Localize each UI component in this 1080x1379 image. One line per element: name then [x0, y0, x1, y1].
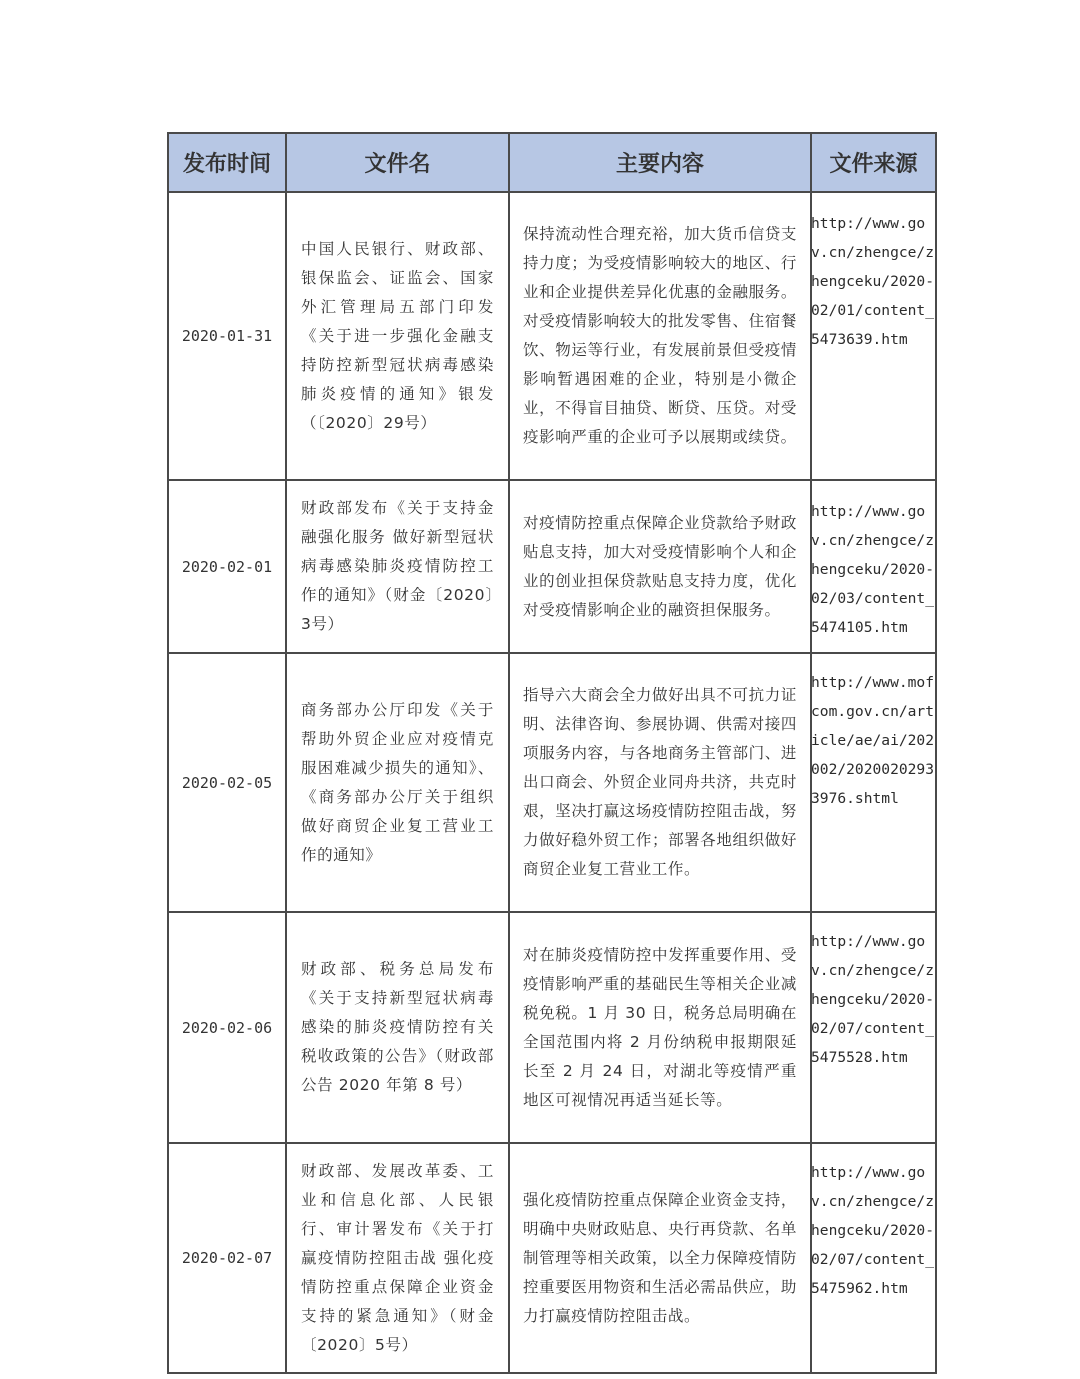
table-row: [168, 912, 936, 1143]
name-cell: 财政部发布《关于支持金融强化服务 做好新型冠状病毒感染肺炎疫情防控工作的通知》（财金〔2020〕3号）: [286, 480, 509, 653]
policy-table: [167, 132, 937, 1374]
name-cell: 财政部、税务总局发布《关于支持新型冠状病毒感染的肺炎疫情防控有关税收政策的公告》（财政部公告 2020 年第 8 号）: [286, 912, 509, 1143]
source-link[interactable]: http://www.gov.cn/zhengce/zhengceku/2020-02/03/content_5474105.htm: [811, 503, 935, 636]
date-cell: 2020-02-07: [168, 1143, 286, 1373]
source-link[interactable]: http://www.gov.cn/zhengce/zhengceku/2020-02/07/content_5475962.htm: [811, 1164, 935, 1297]
table-header: [168, 133, 936, 192]
source-link[interactable]: http://www.gov.cn/zhengce/zhengceku/2020-02/01/content_5473639.htm: [811, 215, 935, 348]
source-cell: [811, 912, 936, 1143]
table-body: [168, 192, 936, 1373]
content-cell: 对在肺炎疫情防控中发挥重要作用、受疫情影响严重的基础民生等相关企业减税免税。1 月 30 日，税务总局明确在全国范围内将 2 月份纳税申报期限延长至 2 月 24 日，对湖北等疫情严重地区可视情况再适当延长等。: [509, 912, 811, 1143]
source-link[interactable]: http://www.mofcom.gov.cn/article/ae/ai/202002/20200202933976.shtml: [811, 674, 935, 807]
table-row: [168, 480, 936, 653]
source-cell: [811, 480, 936, 653]
date-cell: 2020-01-31: [168, 192, 286, 480]
content-cell: 指导六大商会全力做好出具不可抗力证明、法律咨询、参展协调、供需对接四项服务内容，与各地商务主管部门、进出口商会、外贸企业同舟共济，共克时艰，坚决打赢这场疫情防控阻击战，努力做好稳外贸工作；部署各地组织做好商贸企业复工营业工作。: [509, 653, 811, 912]
date-cell: 2020-02-01: [168, 480, 286, 653]
table-row: [168, 653, 936, 912]
name-cell: 中国人民银行、财政部、银保监会、证监会、国家外汇管理局五部门印发《关于进一步强化金融支持防控新型冠状病毒感染肺炎疫情的通知》银发（〔2020〕29号）: [286, 192, 509, 480]
date-cell: 2020-02-06: [168, 912, 286, 1143]
header-content: 主要内容: [509, 133, 811, 192]
table-row: [168, 1143, 936, 1373]
source-cell: [811, 653, 936, 912]
source-cell: [811, 192, 936, 480]
source-link[interactable]: http://www.gov.cn/zhengce/zhengceku/2020-02/07/content_5475528.htm: [811, 933, 935, 1066]
source-cell: [811, 1143, 936, 1373]
name-cell: 财政部、发展改革委、工业和信息化部、人民银行、审计署发布《关于打赢疫情防控阻击战 强化疫情防控重点保障企业资金支持的紧急通知》（财金〔2020〕5号）: [286, 1143, 509, 1373]
content-cell: 保持流动性合理充裕，加大货币信贷支持力度；为受疫情影响较大的地区、行业和企业提供差异化优惠的金融服务。对受疫情影响较大的批发零售、住宿餐饮、物运等行业，有发展前景但受疫情影响暂遇困难的企业，特别是小微企业，不得盲目抽贷、断贷、压贷。对受疫影响严重的企业可予以展期或续贷。: [509, 192, 811, 480]
table-row: [168, 192, 936, 480]
header-source: 文件来源: [811, 133, 936, 192]
header-date: 发布时间: [168, 133, 286, 192]
content-cell: 对疫情防控重点保障企业贷款给予财政贴息支持，加大对受疫情影响个人和企业的创业担保贷款贴息支持力度，优化对受疫情影响企业的融资担保服务。: [509, 480, 811, 653]
header-row: [168, 133, 936, 192]
date-cell: 2020-02-05: [168, 653, 286, 912]
header-name: 文件名: [286, 133, 509, 192]
name-cell: 商务部办公厅印发《关于帮助外贸企业应对疫情克服困难减少损失的通知》、《商务部办公厅关于组织做好商贸企业复工营业工作的通知》: [286, 653, 509, 912]
content-cell: 强化疫情防控重点保障企业资金支持，明确中央财政贴息、央行再贷款、名单制管理等相关政策，以全力保障疫情防控重要医用物资和生活必需品供应，助力打赢疫情防控阻击战。: [509, 1143, 811, 1373]
